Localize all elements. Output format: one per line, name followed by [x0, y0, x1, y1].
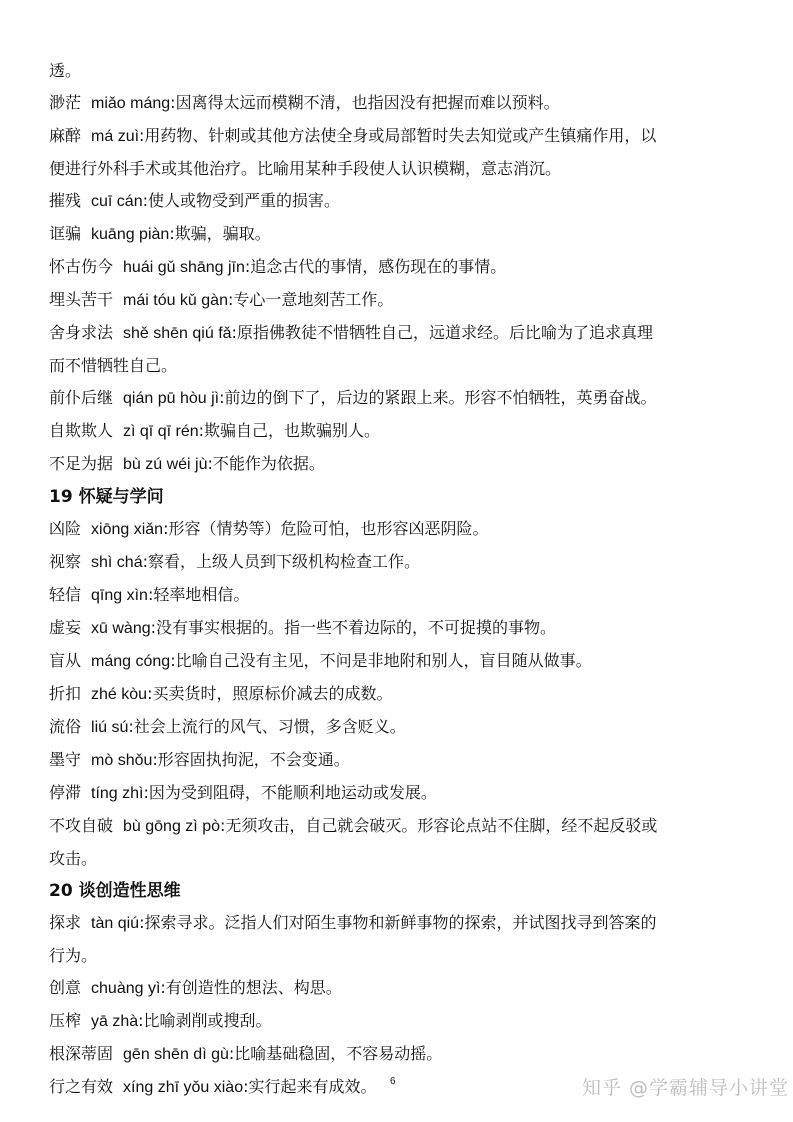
entry-pinyin: tàn qiú	[91, 915, 140, 932]
entry-pinyin: xū wàng	[91, 620, 151, 637]
continuation-line: 便进行外科手术或其他治疗。比喻用某种手段使人认识模糊，意志消沉。	[49, 159, 562, 178]
entry-term: 墨守	[49, 750, 82, 769]
vocab-entry	[49, 448, 749, 481]
entry-term: 停滞	[49, 783, 82, 802]
entry-definition: :不能作为依据。	[207, 454, 325, 473]
continuation-line: 而不惜牺牲自己。	[49, 356, 178, 375]
vocab-entry	[49, 251, 749, 284]
entry-pinyin: qīng xìn	[91, 587, 148, 604]
entry-pinyin: mò shǒu	[91, 752, 153, 769]
entry-definition: :追念古代的事情，感伤现在的事情。	[244, 257, 507, 276]
vocab-entry	[49, 415, 749, 448]
entry-pinyin: zhé kòu	[91, 686, 148, 703]
entry-term: 创意	[49, 978, 82, 997]
entry-definition: :买卖货时，照原标价减去的成数。	[147, 684, 393, 703]
entry-pinyin: xíng zhī yǒu xiào	[123, 1079, 244, 1096]
entry-term: 轻信	[49, 585, 82, 604]
entry-term: 行之有效	[49, 1077, 114, 1096]
entry-term: 虚妄	[49, 618, 82, 637]
entry-pinyin: gēn shēn dì gù	[123, 1046, 229, 1063]
vocab-entry	[49, 546, 749, 579]
page-number: 6	[390, 1076, 396, 1087]
watermark: 知乎 @学霸辅导小讲堂	[582, 1077, 790, 1099]
vocab-entry	[49, 284, 749, 317]
entry-definition: :社会上流行的风气、习惯，多含贬义。	[128, 717, 406, 736]
entry-pinyin: zì qī qī rén	[123, 423, 199, 440]
entry-definition: :前边的倒下了，后边的紧跟上来。形容不怕牺牲，英勇奋战。	[219, 388, 657, 407]
entry-term: 前仆后继	[49, 388, 114, 407]
entry-definition: :因为受到阻碍，不能顺利地运动或发展。	[143, 783, 437, 802]
entry-pinyin: yā zhà	[91, 1013, 139, 1030]
entry-pinyin: cuī cán	[91, 193, 143, 210]
entry-definition: :形容固执拘泥，不会变通。	[152, 750, 350, 769]
entry-definition: :因离得太远而模糊不清，也指因没有把握而难以预料。	[170, 93, 560, 112]
entry-definition: :有创造性的想法、构思。	[160, 978, 342, 997]
vocab-entry	[49, 218, 749, 251]
entry-definition: :比喻基础稳固，不容易动摇。	[228, 1044, 443, 1063]
entry-definition: :用药物、针刺或其他方法使全身或局部暂时失去知觉或产生镇痛作用，以	[139, 126, 657, 145]
section-heading: 19 怀疑与学问	[49, 487, 164, 507]
vocab-entry	[49, 382, 749, 415]
entry-pinyin: shě shēn qiú fǎ	[123, 325, 232, 342]
entry-term: 摧残	[49, 191, 82, 210]
entry-pinyin: chuàng yì	[91, 980, 161, 997]
entry-pinyin: kuāng piàn	[91, 226, 170, 243]
entry-definition: :专心一意地刻苦工作。	[227, 290, 394, 309]
entry-term: 凶险	[49, 519, 82, 538]
entry-definition: :探索寻求。泛指人们对陌生事物和新鲜事物的探索，并试图找寻到答案的	[139, 913, 657, 932]
entry-term: 不足为据	[49, 454, 114, 473]
vocab-entry	[49, 777, 749, 810]
entry-term: 麻醉	[49, 126, 82, 145]
entry-term: 渺茫	[49, 93, 82, 112]
vocab-entry	[49, 185, 749, 218]
continuation-line: 透。	[49, 61, 82, 80]
vocab-entry	[49, 810, 749, 843]
entry-term: 自欺欺人	[49, 421, 114, 440]
continuation-line: 行为。	[49, 946, 98, 965]
entry-term: 怀古伤今	[49, 257, 114, 276]
entry-term: 舍身求法	[49, 323, 114, 342]
entry-definition: :欺骗，骗取。	[169, 224, 271, 243]
vocab-entry	[49, 678, 749, 711]
entry-definition: :无须攻击，自己就会破灭。形容论点站不住脚，经不起反驳或	[219, 816, 658, 835]
entry-term: 埋头苦干	[49, 290, 114, 309]
entry-term: 折扣	[49, 684, 82, 703]
entry-term: 诓骗	[49, 224, 82, 243]
entry-term: 根深蒂固	[49, 1044, 114, 1063]
vocab-entry	[49, 317, 749, 350]
vocab-entry	[49, 612, 749, 645]
vocab-entry	[49, 120, 749, 153]
entry-pinyin: liú sú	[91, 719, 129, 736]
entry-term: 流俗	[49, 717, 82, 736]
entry-definition: :使人或物受到严重的损害。	[142, 191, 341, 210]
vocab-entry	[49, 645, 749, 678]
entry-term: 压榨	[49, 1011, 82, 1030]
vocab-entry	[49, 87, 749, 120]
entry-pinyin: máng cóng	[91, 653, 171, 670]
entry-pinyin: xiōng xiǎn	[91, 521, 164, 538]
vocab-entry	[49, 907, 749, 940]
continuation-line: 攻击。	[49, 849, 98, 868]
entry-term: 盲从	[49, 651, 82, 670]
vocab-entry	[49, 513, 749, 546]
entry-definition: :原指佛教徒不惜牺牲自己，远道求经。后比喻为了追求真理	[231, 323, 653, 342]
entry-term: 不攻自破	[49, 816, 114, 835]
entry-pinyin: miǎo máng	[91, 95, 171, 112]
entry-term: 探求	[49, 913, 82, 932]
entry-definition: :实行起来有成效。	[243, 1077, 377, 1096]
vocab-entry	[49, 711, 749, 744]
entry-pinyin: mái tóu kǔ gàn	[123, 292, 228, 309]
vocab-entry	[49, 1005, 749, 1038]
entry-pinyin: tíng zhì	[91, 785, 144, 802]
vocab-entry	[49, 1038, 749, 1071]
entry-pinyin: bù gōng zì pò	[123, 818, 220, 835]
vocab-entry	[49, 744, 749, 777]
entry-definition: :察看，上级人员到下级机构检查工作。	[142, 552, 421, 571]
section-heading: 20 谈创造性思维	[49, 881, 181, 901]
vocab-entry	[49, 972, 749, 1005]
entry-definition: :形容（情势等）危险可怕，也形容凶恶阴险。	[163, 519, 489, 538]
entry-definition: :欺骗自己，也欺骗别人。	[198, 421, 381, 440]
document-body	[49, 55, 749, 1104]
entry-term: 视察	[49, 552, 82, 571]
entry-definition: :比喻剥削或搜刮。	[138, 1011, 272, 1030]
vocab-entry	[49, 579, 749, 612]
entry-pinyin: qián pū hòu jì	[123, 390, 220, 407]
entry-pinyin: bù zú wéi jù	[123, 456, 208, 473]
entry-pinyin: huái gǔ shāng jīn	[123, 259, 245, 276]
entry-definition: :没有事实根据的。指一些不着边际的，不可捉摸的事物。	[150, 618, 557, 637]
entry-definition: :比喻自己没有主见，不问是非地附和别人，盲目随从做事。	[170, 651, 592, 670]
entry-pinyin: má zuì	[91, 128, 140, 145]
entry-pinyin: shì chá	[91, 554, 143, 571]
entry-definition: :轻率地相信。	[147, 585, 250, 604]
